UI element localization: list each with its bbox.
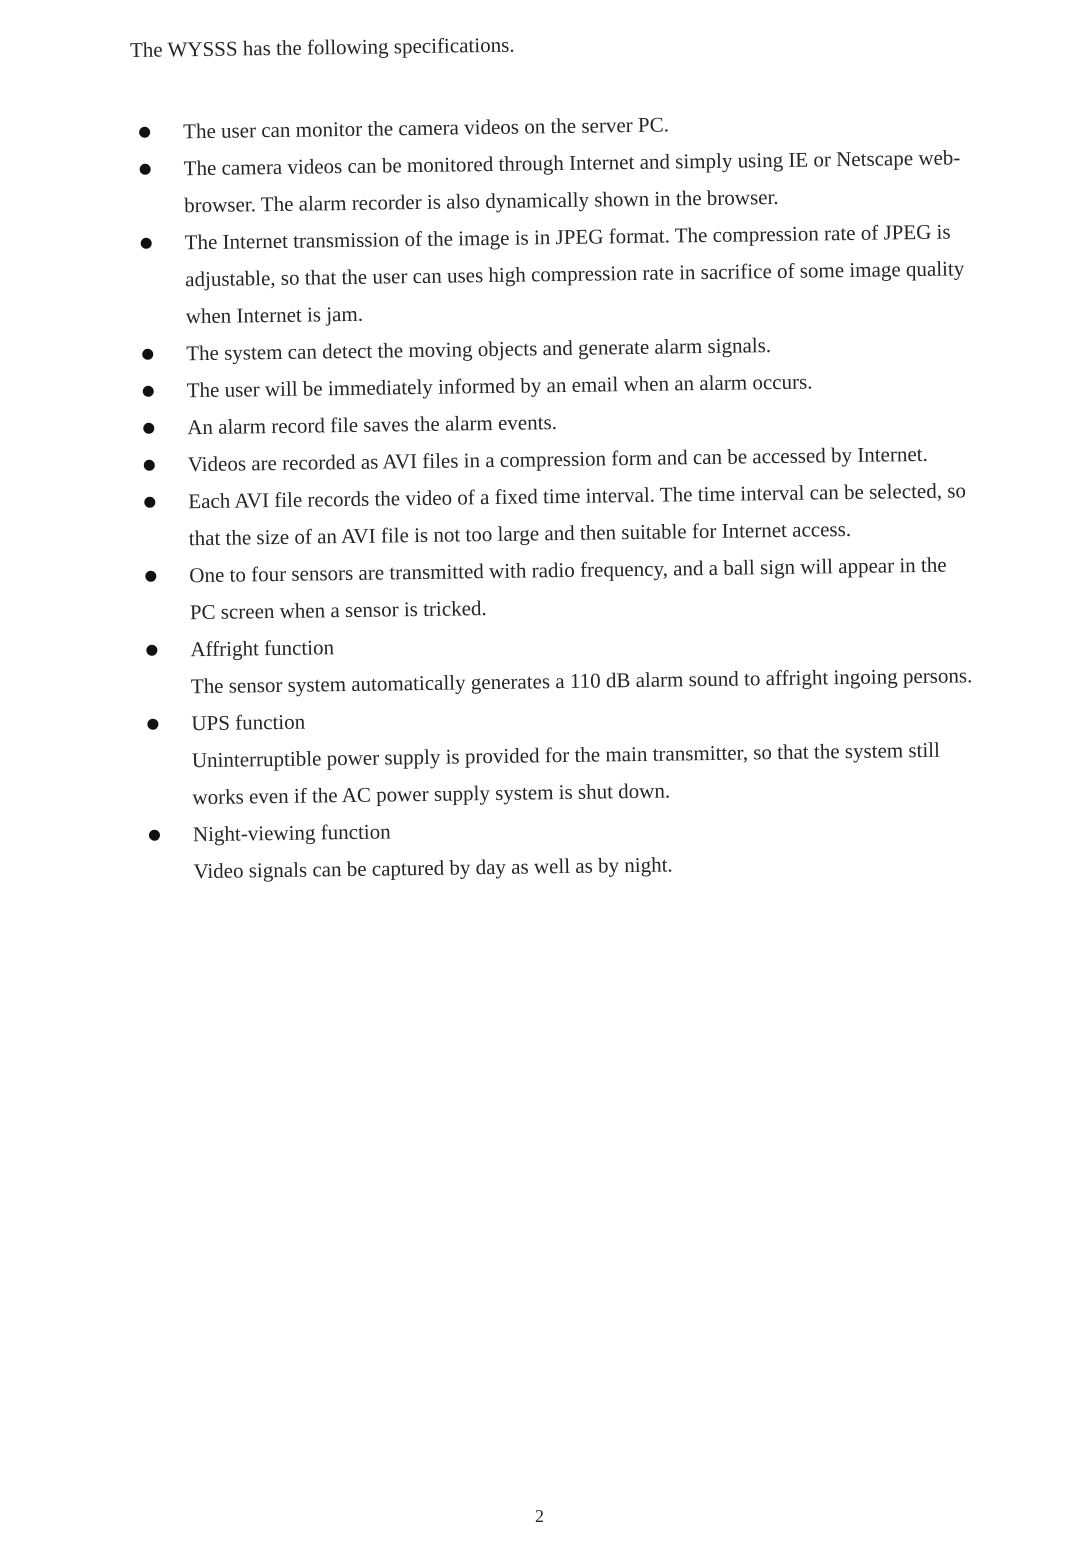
bullet-icon	[143, 423, 154, 434]
list-item-text: Uninterruptible power supply is provided for the main transmitter, so that the system still works even if the AC power supply system is shut down.	[191, 737, 941, 810]
bullet-icon	[144, 460, 155, 471]
list-item-text: Video signals can be captured by day as well as by night.	[193, 852, 673, 884]
bullet-icon	[145, 571, 156, 582]
bullet-icon	[146, 645, 157, 656]
list-item-text: The camera videos can be monitored through Internet and simply using IE or Netscape web-browser. The alarm recorder is also dynamically shown in the browser.	[183, 145, 961, 218]
list-item-title: UPS function	[191, 709, 306, 736]
list-item-title: Affright function	[190, 635, 335, 662]
list-item-text: One to four sensors are transmitted with radio frequency, and a ball sign will appear in the PC screen when a sensor is tricked.	[189, 552, 947, 625]
specification-list	[139, 102, 980, 891]
list-item	[144, 472, 975, 558]
list-item-text: Videos are recorded as AVI files in a compression form and can be accessed by Internet.	[187, 441, 928, 477]
bullet-icon	[149, 830, 160, 841]
list-item-text: The user will be immediately informed by an email when an alarm occurs.	[186, 369, 813, 403]
list-item	[145, 546, 976, 632]
bullet-icon	[141, 238, 152, 249]
list-item	[139, 139, 970, 225]
list-item	[140, 213, 971, 336]
intro-text: The WYSSS has the following specifications.	[129, 32, 515, 62]
list-item-text: The sensor system automatically generates a 110 dB alarm sound to affright ingoing persons.	[190, 663, 973, 699]
bullet-icon	[140, 164, 151, 175]
list-item	[147, 694, 978, 817]
list-item-title: Night-viewing function	[192, 819, 391, 847]
list-item-text: An alarm record file saves the alarm events.	[187, 410, 558, 440]
list-item	[149, 805, 980, 891]
page-number: 2	[535, 1506, 544, 1526]
list-item	[146, 620, 977, 706]
list-item-text: Each AVI file records the video of a fixed time interval. The time interval can be selected, so that the size of an AVI file is not too large and then suitable for Internet access.	[188, 478, 967, 551]
bullet-icon	[142, 349, 153, 360]
list-item-text: The system can detect the moving objects and generate alarm signals.	[186, 333, 772, 366]
list-item-text: The user can monitor the camera videos on the server PC.	[182, 112, 670, 144]
bullet-icon	[143, 386, 154, 397]
list-item-text: The Internet transmission of the image is in JPEG format. The compression rate of JPEG is adjustable, so that the user can uses high compression rate in sacrifice of some image quality when Internet is jam.	[184, 219, 965, 329]
bullet-icon	[144, 497, 155, 508]
bullet-icon	[139, 127, 150, 138]
bullet-icon	[147, 719, 158, 730]
